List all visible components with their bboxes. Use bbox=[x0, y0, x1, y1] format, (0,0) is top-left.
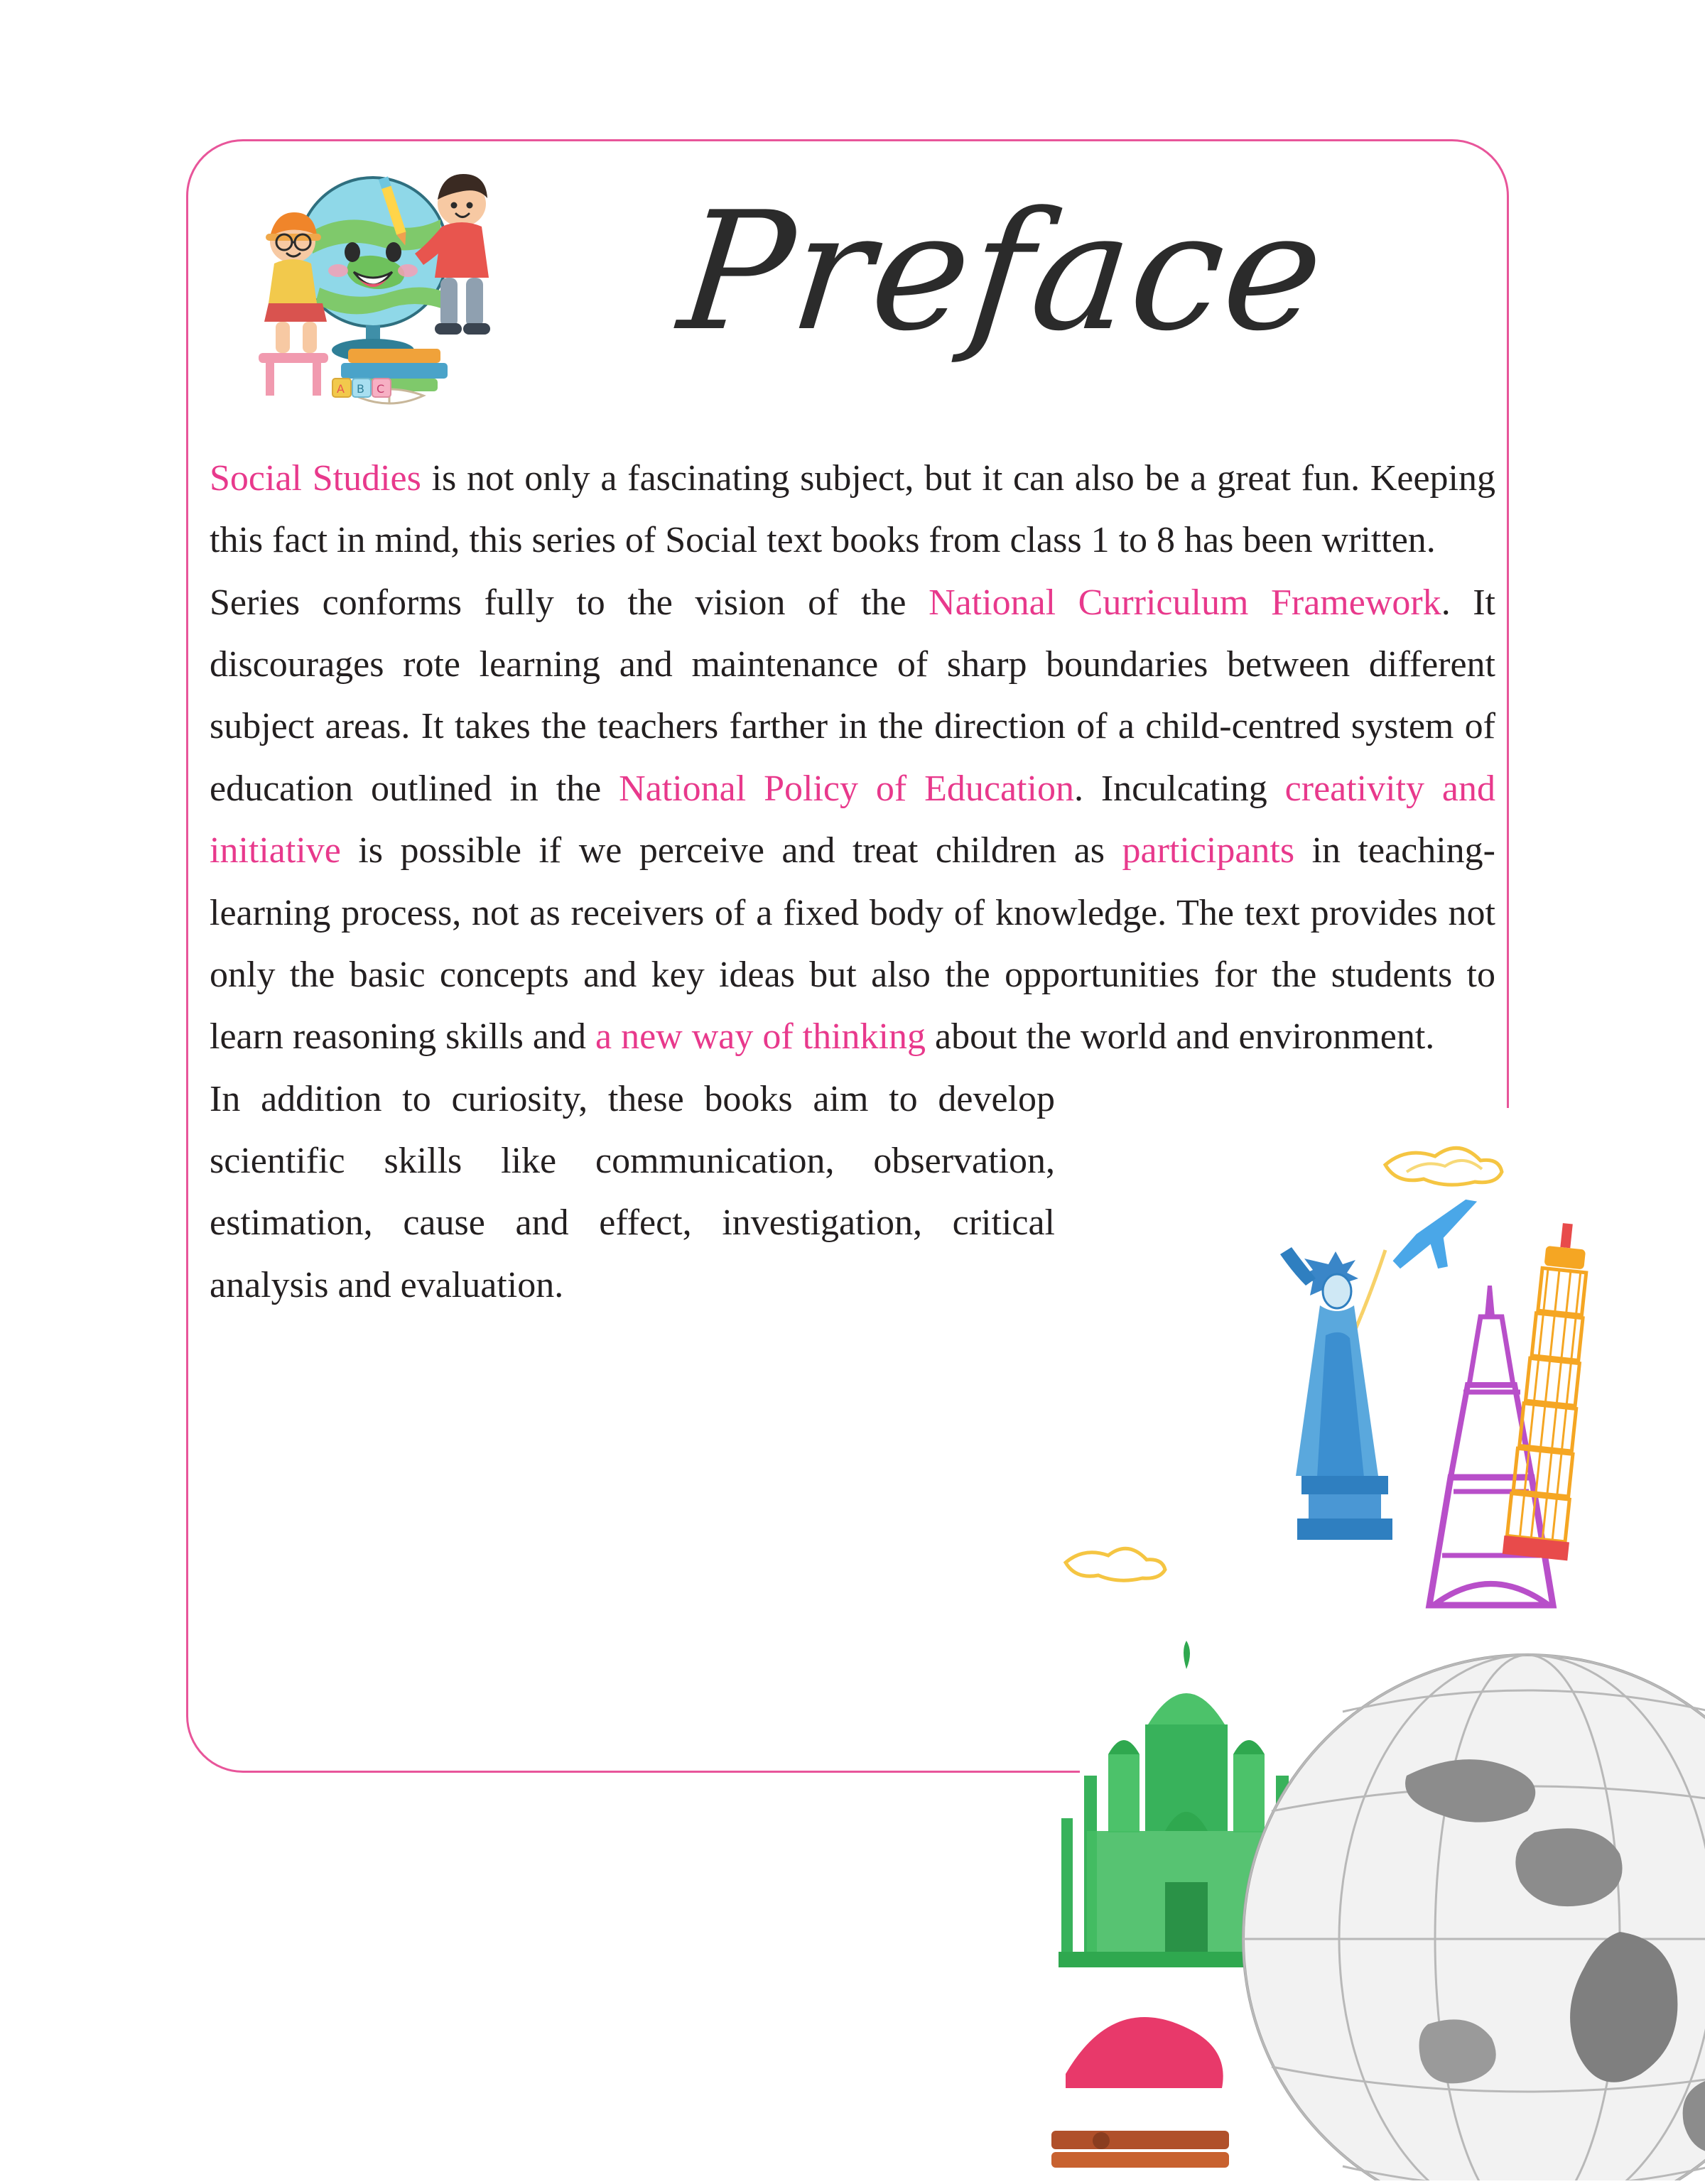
world-landmarks-and-globe-illustration bbox=[1051, 1129, 1705, 2180]
highlighted-term: National Curriculum Framework bbox=[929, 582, 1441, 623]
svg-text:B: B bbox=[357, 382, 364, 396]
highlighted-term: creativity and initiative bbox=[210, 768, 1496, 871]
body-text-run: In addition to curiosity, these books aim to develop scientific skills like communication, observation, estimation, cause and effect, investigation, critical analysis and evaluation. bbox=[210, 1078, 1055, 1305]
body-text-run: about the world and environment. bbox=[926, 1016, 1435, 1058]
kids-with-globe-and-books-illustration bbox=[213, 153, 568, 437]
page-title: Preface bbox=[671, 178, 1333, 367]
body-text-run: . Inculcating bbox=[1073, 768, 1285, 809]
paragraph-1 bbox=[210, 447, 1495, 572]
highlighted-term: participants bbox=[1122, 830, 1295, 871]
svg-text:A: A bbox=[337, 382, 345, 396]
paragraph-3 bbox=[210, 1068, 1055, 1316]
body-text-run: . It discourages rote learning and maintenance of sharp boundaries between different subject areas. It takes the teachers farther in the direction of a child-centred system of education outlined in the bbox=[210, 582, 1496, 809]
highlighted-term: Social Studies bbox=[210, 458, 421, 499]
highlighted-term: National Policy of Education bbox=[619, 768, 1074, 809]
body-text-run: in teaching-learning process, not as receivers of a fixed body of knowledge. The text provides not only the basic concepts and key ideas but also the opportunities for the students to learn reasoning skills and bbox=[210, 830, 1495, 1058]
highlighted-term: a new way of thinking bbox=[595, 1016, 926, 1058]
body-text-run: is possible if we perceive and treat children as bbox=[340, 830, 1122, 871]
svg-text:C: C bbox=[377, 382, 385, 396]
body-text-run: is not only a fascinating subject, but it can also be a great fun. Keeping this fact in mind, this series of Social text books from class 1 to 8 has been written. bbox=[210, 458, 1495, 561]
body-text-run: Series conforms fully to the vision of the bbox=[210, 582, 929, 623]
